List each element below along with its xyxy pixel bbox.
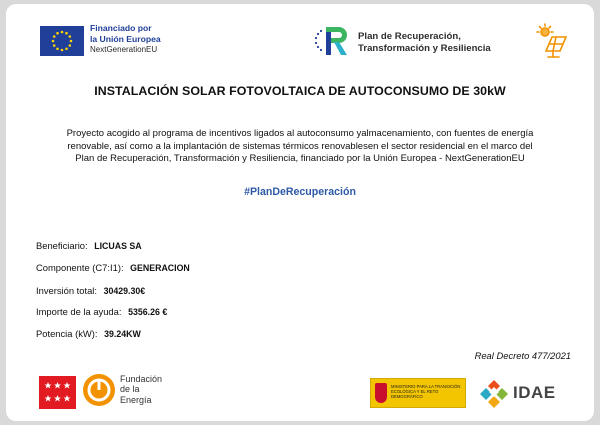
fundacion-energia-text [120, 374, 162, 405]
inversion-label: Inversión total: [36, 285, 97, 296]
decree-reference: Real Decreto 477/2021 [474, 350, 571, 361]
prtr-logo-icon [313, 24, 351, 58]
componente-value: GENERACION [130, 263, 190, 273]
field-importe [36, 306, 167, 317]
description-line-3: Plan de Recuperación, Transformación y Resiliencia, financiado por la Unión Europea - NextGenerationEU [75, 153, 525, 165]
componente-label: Componente (C7:I1): [36, 262, 124, 273]
prtr-line-2: Transformación y Resiliencia [358, 43, 491, 55]
poster-sheet [6, 4, 594, 421]
beneficiario-value: LICUAS SA [94, 241, 142, 251]
ministerio-text: MINISTERIO PARA LA TRANSICIÓN ECOLÓGICA Y EL RETO DEMOGRÁFICO [391, 384, 461, 399]
inversion-value: 30429.30€ [103, 286, 146, 296]
potencia-value: 39.24KW [104, 329, 141, 339]
beneficiario-label: Beneficiario: [36, 240, 88, 251]
fde-line-2: de la [120, 384, 140, 395]
comunidad-madrid-logo-icon [39, 376, 76, 409]
fde-line-3: Energía [120, 394, 152, 405]
ministerio-logo [370, 378, 466, 408]
solar-panel-icon [532, 23, 570, 59]
eu-line-1: Financiado por [90, 23, 152, 33]
field-beneficiario [36, 240, 142, 251]
idae-text: IDAE [513, 383, 556, 402]
fde-line-1: Fundación [120, 374, 163, 384]
importe-label: Importe de la ayuda: [36, 306, 122, 317]
eu-line-2: la Unión Europea [90, 33, 161, 44]
eu-flag-icon [40, 26, 84, 56]
idae-logo-icon [478, 378, 510, 408]
eu-line-3: NextGenerationEU [90, 45, 158, 55]
field-inversion [36, 285, 145, 296]
fundacion-energia-logo-icon [82, 373, 116, 407]
field-potencia [36, 328, 141, 339]
eu-funding-text [90, 23, 161, 56]
field-componente [36, 262, 190, 273]
importe-value: 5356.26 € [128, 307, 168, 317]
project-description [24, 128, 576, 166]
description-line-2: renovable, así como a la implantación de sistemas térmicos renovablesen el sector residencial en el marco del [67, 140, 533, 152]
page-title: INSTALACIÓN SOLAR FOTOVOLTAICA DE AUTOCONSUMO DE 30kW [94, 84, 506, 98]
prtr-line-1: Plan de Recuperación, [358, 31, 461, 42]
prtr-text [358, 31, 491, 56]
description-line-1: Proyecto acogido al programa de incentivos ligados al autoconsumo yalmacenamiento, con fuentes de energía [66, 128, 534, 139]
spain-shield-icon [375, 383, 387, 403]
hashtag: #PlanDeRecuperación [244, 186, 356, 198]
potencia-label: Potencia (kW): [36, 328, 98, 339]
